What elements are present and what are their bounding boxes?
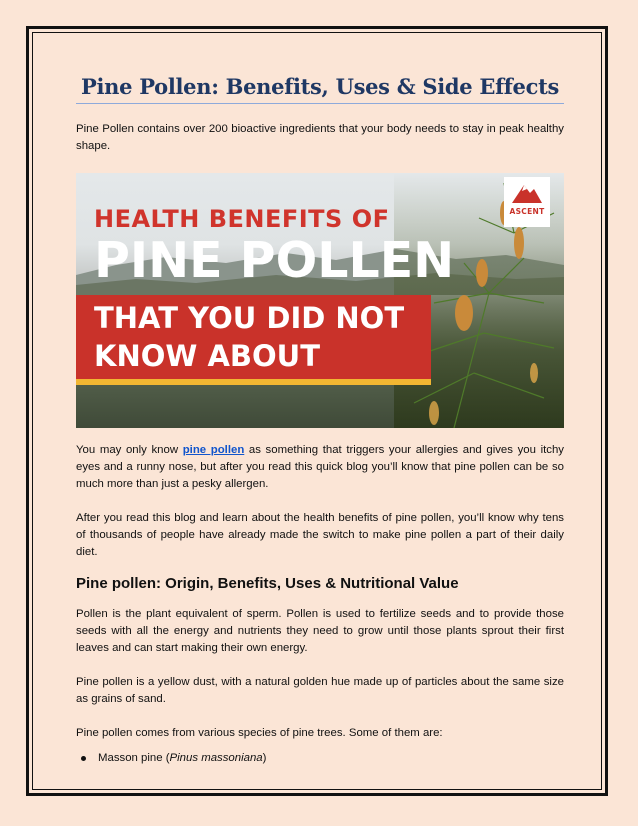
- hero-image: [76, 173, 564, 428]
- species-paren: ): [262, 752, 267, 764]
- hero-line-1: HEALTH BENEFITS OF: [94, 205, 390, 233]
- hero-line-4: KNOW ABOUT: [94, 339, 321, 373]
- section-heading: Pine pollen: Origin, Benefits, Uses & Nutritional Value: [76, 575, 459, 592]
- hero-line-2: PINE POLLEN: [94, 232, 455, 289]
- paragraph-pollen-definition: Pollen is the plant equivalent of sperm. Pollen is used to fertilize seeds and to provide those seeds with all the energy and nutrients they need to grow until those plants sprout their first leaves and can start making their own energy.: [76, 608, 564, 654]
- list-item: [76, 750, 564, 767]
- ascent-logo: [504, 177, 550, 227]
- hero-line-3: THAT YOU DID NOT: [94, 301, 405, 335]
- paragraph-species-intro: Pine pollen comes from various species of pine trees. Some of them are:: [76, 727, 443, 739]
- paragraph-pollen-appearance: Pine pollen is a yellow dust, with a natural golden hue made up of particles about the same size as grains of sand.: [76, 676, 564, 705]
- mountain-logo-icon: [504, 177, 550, 207]
- species-latin-name: Pinus massoniana: [169, 752, 263, 764]
- page-title: Pine Pollen: Benefits, Uses & Side Effects: [76, 74, 564, 104]
- intro-paragraph: Pine Pollen contains over 200 bioactive ingredients that your body needs to stay in peak healthy shape.: [76, 123, 564, 152]
- document-body: [76, 74, 564, 767]
- species-name: Masson pine (: [98, 752, 170, 764]
- paragraph-text: You may only know: [76, 444, 183, 456]
- pine-pollen-link[interactable]: pine pollen: [182, 444, 245, 456]
- logo-text: ASCENT: [509, 207, 545, 216]
- hero-yellow-stripe: [76, 379, 431, 385]
- paragraph-diet: After you read this blog and learn about the health benefits of pine pollen, you’ll know why tens of thousands of people have already made the switch to make pine pollen a part of their daily diet.: [76, 512, 564, 558]
- paragraph-text: as something that triggers your allergies and gives you itchy eyes and a runny nose, but after you read this quick blog you’ll know that pine pollen can be so much more than just a pesky allergen.: [76, 444, 564, 490]
- paragraph-allergies: [76, 442, 564, 493]
- species-list: [76, 750, 564, 767]
